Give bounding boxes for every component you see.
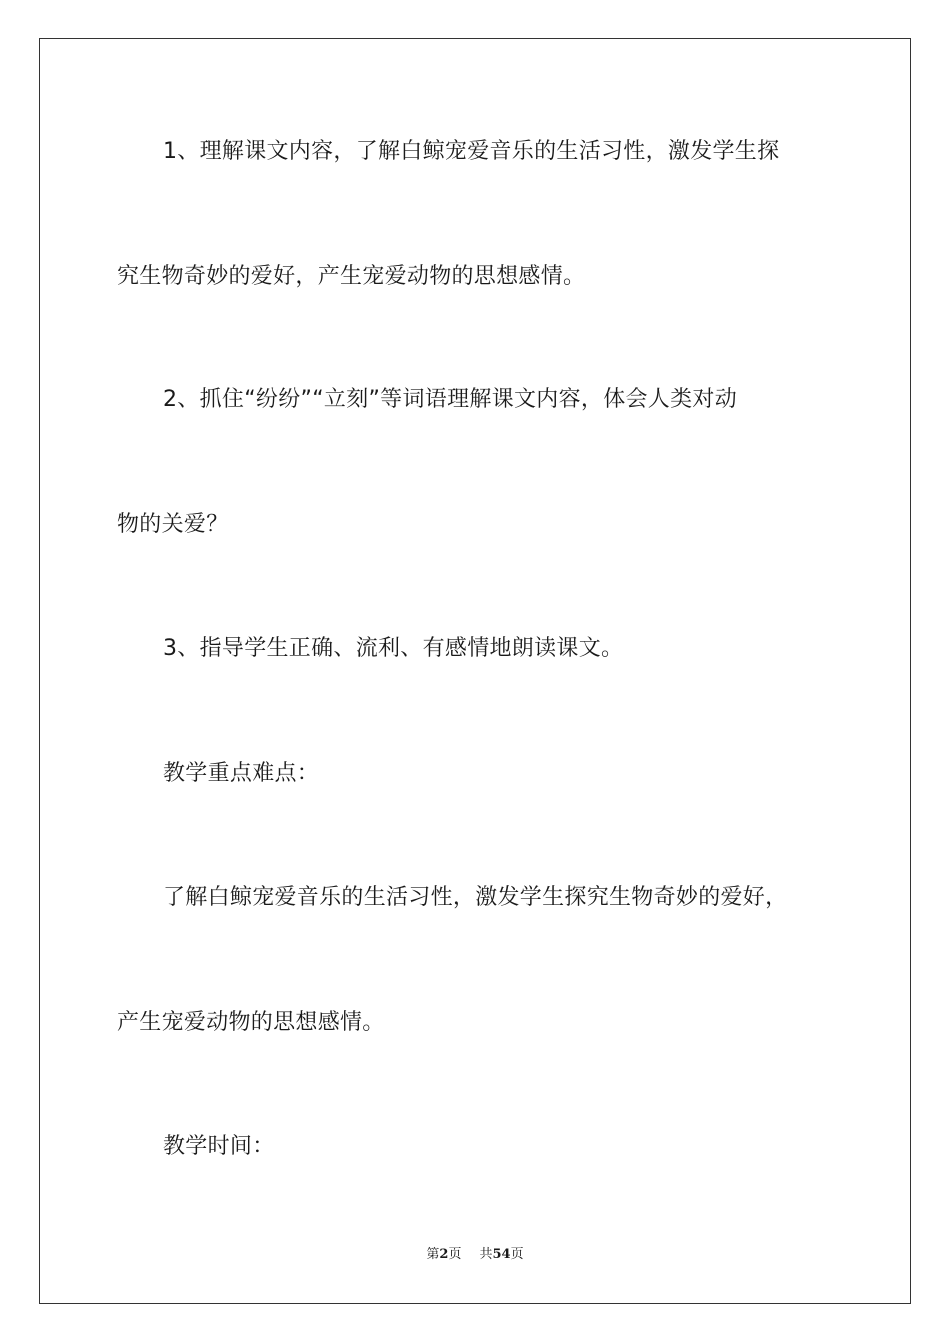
page-suffix: 页 <box>448 1247 462 1262</box>
total-pages: 54 <box>492 1247 511 1262</box>
teaching-time-heading: 教学时间： <box>163 1134 275 1159</box>
objective-2-line-1: 2、抓住“纷纷”“立刻”等词语理解课文内容，体会人类对动 <box>163 387 737 412</box>
objective-1-line-2: 究生物奇妙的爱好，产生宠爱动物的思想感情。 <box>117 264 586 289</box>
total-suffix: 页 <box>510 1247 524 1262</box>
page-prefix: 第 <box>426 1247 440 1262</box>
objective-3-line-1: 3、指导学生正确、流利、有感情地朗读课文。 <box>163 636 624 661</box>
total-prefix: 共 <box>479 1247 493 1262</box>
key-points-line-1: 了解白鲸宠爱音乐的生活习性，激发学生探究生物奇妙的爱好， <box>163 885 788 910</box>
page-frame <box>39 38 911 1304</box>
objective-2-line-2: 物的关爱？ <box>117 512 229 537</box>
page-number: 2 <box>439 1247 449 1262</box>
page-footer <box>0 1246 950 1264</box>
key-points-heading: 教学重点难点： <box>163 761 320 786</box>
key-points-line-2: 产生宠爱动物的思想感情。 <box>117 1010 385 1035</box>
objective-1-line-1: 1、理解课文内容，了解白鲸宠爱音乐的生活习性，激发学生探 <box>163 139 780 164</box>
